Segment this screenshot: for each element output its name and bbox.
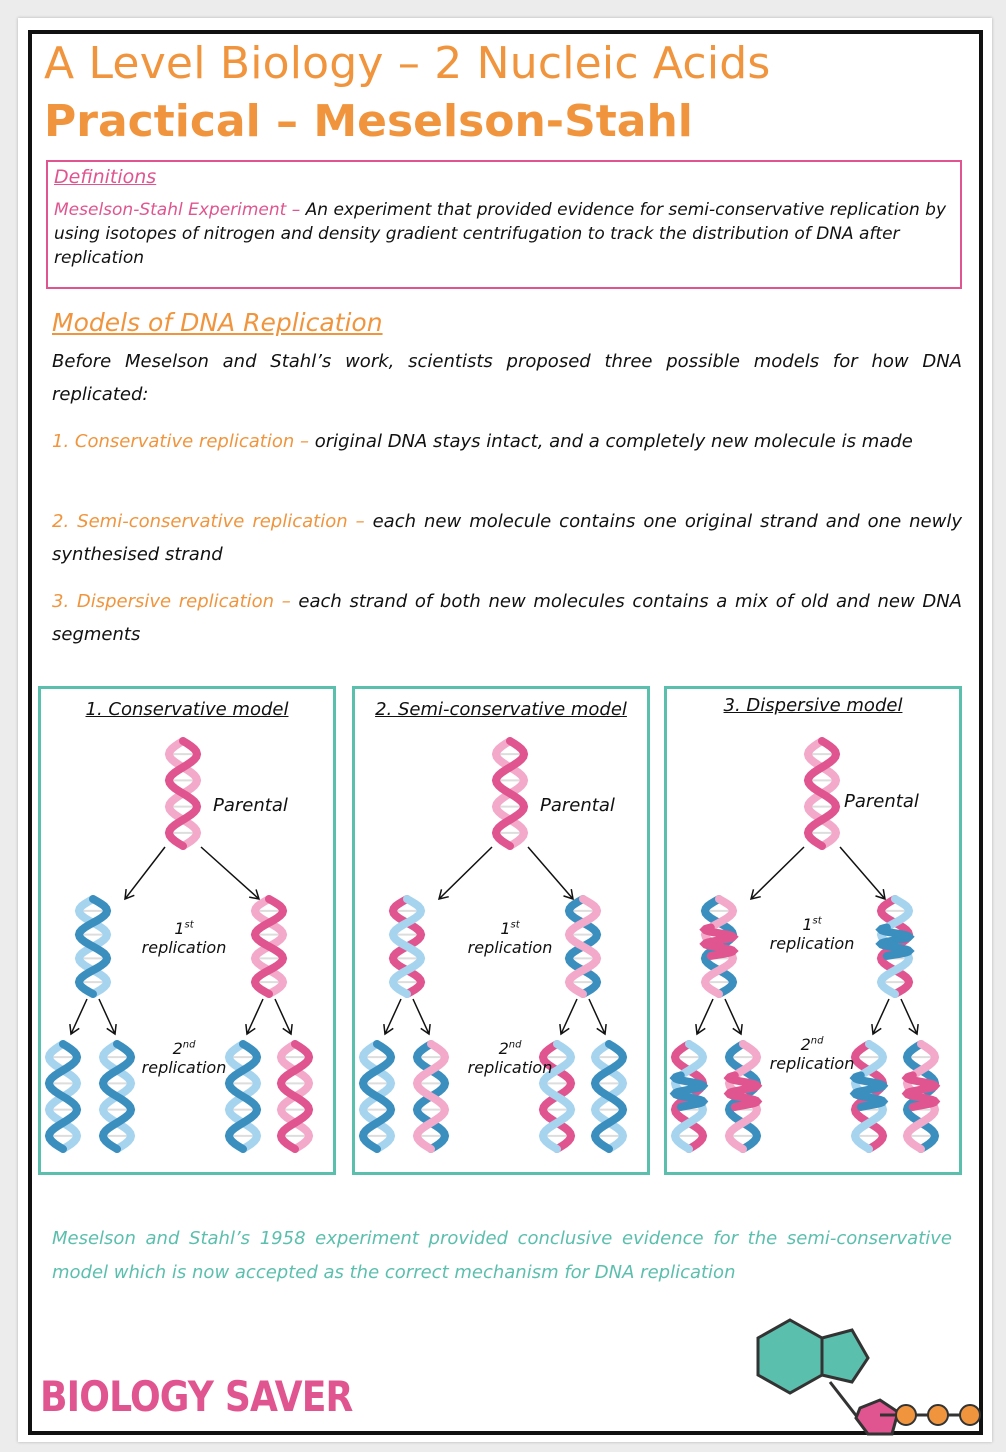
first-replication-label: 1st replication — [141, 919, 227, 957]
first-replication-label: 1st replication — [467, 919, 553, 957]
models-heading: Models of DNA Replication — [52, 308, 383, 337]
arrow — [201, 847, 259, 899]
model-item-semi-conservative — [52, 505, 962, 571]
definition-description: An experiment that provided evidence for semi-conservative replication by using isotopes of nitrogen and density gradient centrifugation to track the distribution of DNA after replication — [54, 200, 947, 268]
conclusion-text: Meselson and Stahl’s 1958 experiment provided conclusive evidence for the semi-conservative model which is now accepted as the correct mechanism for DNA replication — [52, 1228, 952, 1283]
first-replication-label: 1st replication — [769, 915, 855, 953]
second-replication-label: 2nd replication — [467, 1039, 553, 1077]
model-description: each new molecule contains one original strand and one newly synthesised strand — [52, 511, 962, 565]
second-gen-helix — [363, 1044, 391, 1149]
first-gen-helix — [255, 899, 283, 994]
model-term: 2. Semi-conservative replication – — [52, 511, 373, 532]
first-gen-helix — [569, 899, 597, 994]
page-subtitle: Practical – Meselson-Stahl — [44, 96, 693, 147]
arrow — [439, 847, 492, 899]
second-gen-helix — [417, 1044, 445, 1149]
panel-title: 2. Semi-conservative model — [375, 699, 627, 720]
second-gen-helix — [729, 1044, 757, 1149]
parental-label: Parental — [844, 791, 919, 812]
panel-title: 3. Dispersive model — [723, 695, 903, 716]
panel-title: 1. Conservative model — [85, 699, 289, 720]
parental-helix — [169, 741, 197, 846]
parental-label: Parental — [213, 795, 288, 816]
page-title: A Level Biology – 2 Nucleic Acids — [44, 38, 771, 89]
second-gen-helix — [49, 1044, 77, 1149]
arrow — [528, 847, 573, 899]
panel-dispersive — [664, 686, 962, 1175]
first-gen-helix — [705, 899, 733, 994]
first-gen-helix — [79, 899, 107, 994]
model-item-dispersive — [52, 585, 962, 651]
parental-helix — [808, 741, 836, 846]
model-description: original DNA stays intact, and a completely new molecule is made — [314, 431, 913, 452]
definitions-heading: Definitions — [54, 166, 157, 188]
model-term: 3. Dispersive replication – — [52, 591, 299, 612]
second-gen-helix — [281, 1044, 309, 1149]
arrow — [840, 847, 885, 899]
second-gen-helix — [595, 1044, 623, 1149]
second-gen-helix — [855, 1044, 883, 1149]
second-gen-helix — [907, 1044, 935, 1149]
panel-conservative — [38, 686, 336, 1175]
model-description: each strand of both new molecules contains a mix of old and new DNA segments — [52, 591, 962, 645]
parental-helix — [496, 741, 524, 846]
second-gen-helix — [229, 1044, 257, 1149]
first-gen-helix — [393, 899, 421, 994]
parental-label: Parental — [540, 795, 615, 816]
model-item-conservative — [52, 425, 962, 458]
models-intro: Before Meselson and Stahl’s work, scientists proposed three possible models for how DNA replicated: — [52, 351, 962, 405]
arrow — [751, 847, 804, 899]
second-gen-helix — [103, 1044, 131, 1149]
panel-semi-conservative — [352, 686, 650, 1175]
nucleotide-molecule-icon — [740, 1320, 990, 1450]
definition-text — [54, 198, 954, 270]
arrow — [125, 847, 165, 899]
definition-term: Meselson-Stahl Experiment – — [54, 200, 306, 220]
model-term: 1. Conservative replication – — [52, 431, 315, 452]
definitions-box — [46, 160, 962, 289]
second-gen-helix — [675, 1044, 703, 1149]
second-replication-label: 2nd replication — [769, 1035, 855, 1073]
first-gen-helix — [881, 899, 909, 994]
biology-saver-logo: BIOLOGY SAVER — [40, 1372, 353, 1421]
second-replication-label: 2nd replication — [141, 1039, 227, 1077]
